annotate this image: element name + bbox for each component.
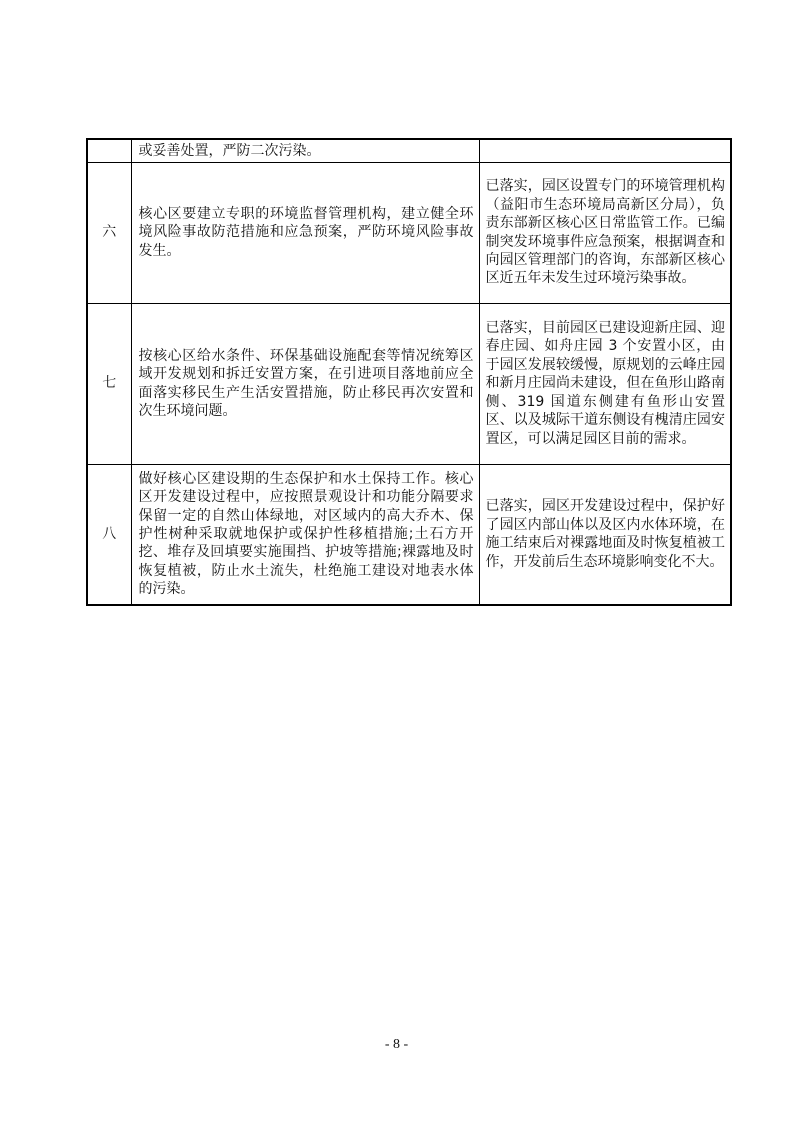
row-number: 八 [87,464,131,605]
status-text: 已落实，园区开发建设过程中，保护好了园区内部山体以及区内水体环境，在施工结束后对裸露地面及时恢复植被工作，开发前后生态环境影响变化不大。 [485,498,725,570]
status-cell [479,139,731,162]
status-cell [479,464,731,605]
status-text: 已落实，目前园区已建设迎新庄园、迎春庄园、如舟庄园 3 个安置小区，由于园区发展较缓慢，原规划的云峰庄园和新月庄园尚未建设，但在鱼形山路南侧、319 国道东侧建有鱼形山安置区、以及城际干道东侧设有槐清庄园安置区，可以满足园区目前的需求。 [485,320,725,447]
row-number [87,139,131,162]
status-cell [479,162,731,303]
table-row [87,162,731,303]
row-number: 六 [87,162,131,303]
requirement-text: 核心区要建立专职的环境监督管理机构，建立健全环境风险事故防范措施和应急预案，严防环境风险事故发生。 [138,205,474,259]
requirements-table [86,138,732,606]
requirement-text: 或妥善处置，严防二次污染。 [138,142,321,159]
requirement-cell [131,139,479,162]
table-row [87,139,731,162]
status-text: 已落实，园区设置专门的环境管理机构（益阳市生态环境局高新区分局），负责东部新区核心区日常监管工作。已编制突发环境事件应急预案，根据调查和向园区管理部门的咨询，东部新区核心区近五年未发生过环境污染事故。 [485,178,725,287]
row-number: 七 [87,303,131,464]
requirement-cell [131,464,479,605]
table-row [87,303,731,464]
requirement-text: 按核心区给水条件、环保基础设施配套等情况统筹区域开发规划和拆迁安置方案，在引进项目落地前应全面落实移民生产生活安置措施，防止移民再次安置和次生环境问题。 [138,347,474,419]
requirement-text: 做好核心区建设期的生态保护和水土保持工作。核心区开发建设过程中，应按照景观设计和功能分隔要求保留一定的自然山体绿地，对区域内的高大乔木、保护性树种采取就地保护或保护性移植措施;土石方开挖、堆存及回填要实施围挡、护坡等措施;裸露地及时恢复植被，防止水土流失，杜绝施工建设对地表水体的污染。 [138,470,474,598]
page-number: - 8 - [384,1037,409,1052]
requirement-cell [131,162,479,303]
requirement-cell [131,303,479,464]
table-row [87,464,731,605]
status-cell [479,303,731,464]
